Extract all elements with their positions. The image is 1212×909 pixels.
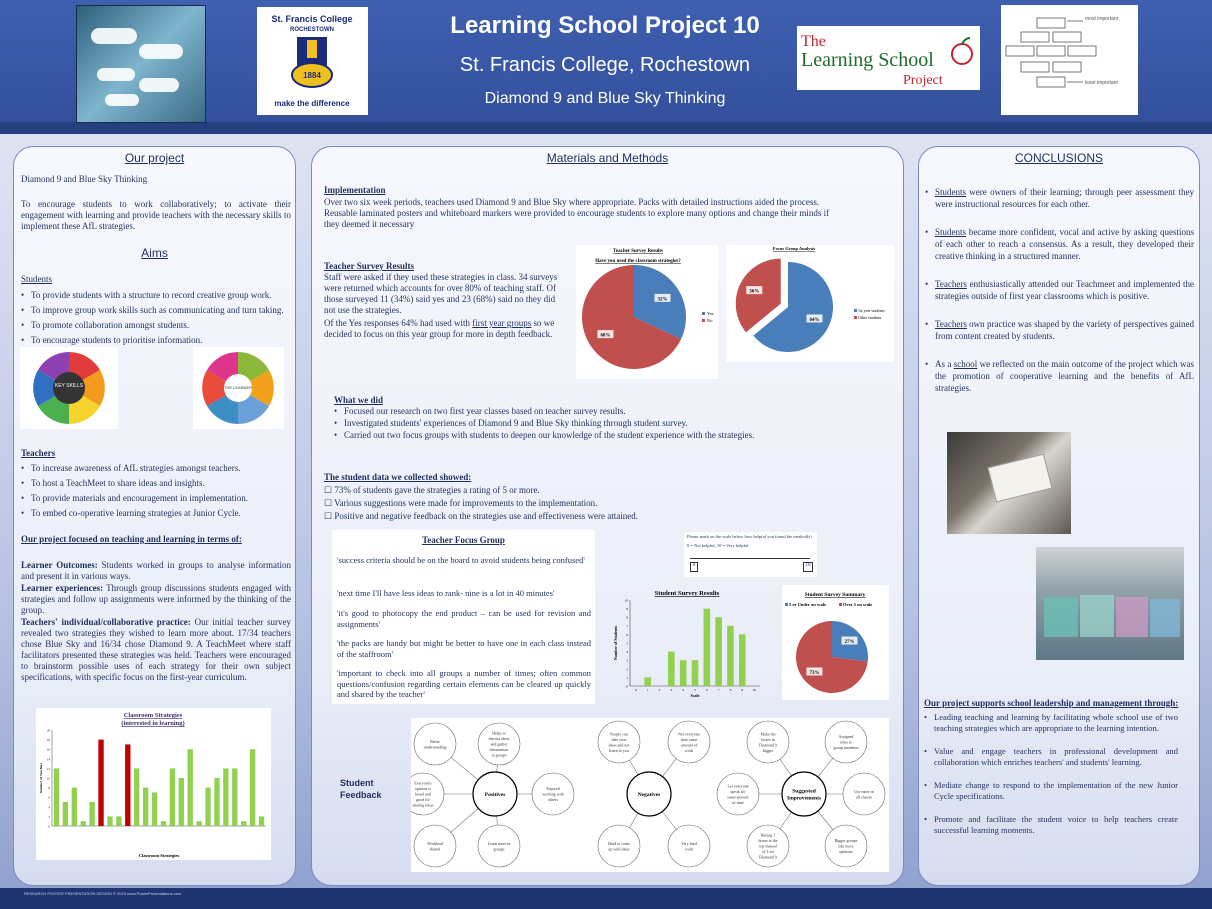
footer-note: RESEARCH POSTER PRESENTATION DESIGN © 2015 www.PosterPresentations.com (24, 891, 182, 896)
feedback-node-text: Not everyone (678, 731, 700, 737)
list-item: • Teachers enthusiastically attended our Teachmeet and implemented the strategies outside of first year classrooms which is positive. (925, 278, 1194, 302)
y-tick-label: 4 (48, 805, 50, 810)
legend-swatch (702, 312, 705, 315)
support-heading: Our project supports school leadership and management through: (924, 698, 1179, 708)
y-tick-label: 0 (48, 824, 50, 829)
feedback-node-text: information (489, 747, 509, 752)
y-tick-label: 0 (626, 684, 628, 689)
feedback-node-text: Make the (760, 731, 776, 737)
bar (54, 768, 59, 826)
quote: 'it's good to photocopy the end product – can be used for revision and assignments' (337, 608, 591, 629)
x-tick-label: 2 (658, 688, 661, 692)
student-data-label: The student data we collected showed: (324, 472, 472, 482)
list-item: ☐ Various suggestions were made for improvements to the implementation. (324, 498, 598, 508)
conclusions-list (925, 186, 1194, 398)
list-item: • To host a TeachMeet to share ideas and insights. (21, 478, 291, 489)
conclusions-heading: CONCLUSIONS (1014, 151, 1103, 165)
poster-subtitle: St. Francis College, Rochestown (459, 54, 751, 76)
student-feedback-label: Student Feedback (340, 778, 382, 800)
bar (152, 792, 157, 826)
feedback-node-text: heard and (415, 791, 431, 797)
list-item: • To embed co-operative learning strategies at Junior Cycle. (21, 508, 291, 519)
x-tick-label: 1 (646, 688, 649, 692)
bar (232, 768, 237, 826)
legend-swatch (839, 603, 842, 606)
bar (704, 609, 711, 686)
feedback-node-text: does same (680, 736, 698, 742)
scale-max: 10 (803, 562, 813, 572)
list-item: • To provide students with a structure to record creative group work. (21, 290, 291, 301)
y-tick-label: 20 (47, 728, 50, 733)
diamond-nine-diagram (1001, 5, 1138, 115)
lsp-the: The (801, 33, 826, 50)
feedback-node-text: Helps to (492, 730, 506, 736)
teacher-focus-group-box (332, 530, 595, 704)
hub-label: Suggested (792, 788, 816, 795)
crest-line1: St. Francis College (271, 14, 353, 24)
practice-label: Teachers' individual/collaborative practice: (21, 617, 191, 627)
focus-group-title: Teacher Focus Group (422, 535, 505, 545)
feedback-node-text: all classes (855, 794, 873, 800)
apple-icon (952, 44, 972, 64)
learner-wheel (193, 347, 284, 429)
x-tick-label: 6 (705, 688, 708, 692)
data-label: 36% (749, 289, 760, 295)
bar (692, 660, 699, 686)
bar (205, 788, 210, 826)
data-label: 64% (809, 317, 820, 323)
legend-label: Yes (707, 311, 714, 316)
x-tick-label: 3 (670, 688, 673, 692)
y-tick-label: 8 (626, 615, 628, 620)
x-tick-label: 7 (717, 688, 720, 692)
feedback-node-text: Assigned (838, 734, 854, 739)
list-item: • Carried out two focus groups with students to deepen our knowledge of the student experience with the strategies. (334, 430, 894, 441)
list-item: • Teachers own practice was shaped by the variety of perspectives gained from content created by students. (925, 318, 1194, 342)
bar (241, 821, 246, 826)
legend-swatch (702, 319, 705, 322)
x-tick-label: 0 (635, 688, 637, 692)
y-tick-label: 3 (626, 658, 628, 663)
footer-band (0, 888, 1212, 909)
feedback-node-text: of 1 for (762, 849, 774, 854)
survey-scale-card (684, 532, 817, 577)
feedback-node-text: of time (732, 799, 744, 805)
survey-text-2: Of the Yes responses 64% had used with first year groups so we decided to focus on this year group for more in depth feedback. (324, 318, 555, 339)
experiences-text: Through group discussions students engaged with strategies and follow up assignments were informed by the thinking of the group. (21, 583, 291, 615)
chart-title: Student Survey Summary (804, 592, 866, 598)
bar (72, 788, 77, 826)
list-item: • Students became more confident, vocal and active by asking questions of each other to reach a consensus. As a result, they developed their creative thinking in a structured manner. (925, 226, 1194, 262)
feedback-node-text: Very hard (681, 840, 697, 846)
list-item: • Investigated students' experiences of Diamond 9 and Blue Sky thinking through student survey. (334, 418, 894, 429)
legend-label: Other students (858, 315, 882, 320)
feedback-node-text: Enjoyed (546, 786, 560, 791)
feedback-node-text: in groups (491, 752, 507, 758)
y-tick-label: 12 (47, 766, 50, 771)
chart-title: Classroom Strategies (123, 712, 183, 719)
feedback-node-text: group members (833, 745, 859, 750)
chart-title-line2: (interested in learning) (121, 720, 185, 727)
scale-key: 0 = Not helpful, 10 = Very helpful (687, 543, 749, 548)
bar (739, 634, 746, 686)
outcomes-text: Students worked in groups to analyse information and present it in various ways. (21, 560, 291, 581)
bar (668, 652, 675, 686)
y-tick-label: 5 (626, 641, 628, 646)
header-band (0, 122, 1212, 134)
bar (715, 617, 722, 686)
aims-heading: Aims (141, 246, 168, 260)
y-tick-label: 16 (47, 747, 50, 752)
quote: 'success criteria should be on the board to avoid students being confused' (337, 555, 585, 565)
students-aims-list (21, 290, 291, 350)
bar (161, 821, 166, 826)
feedback-node-text: Learn more in (487, 840, 511, 846)
classroom-photo-2 (1036, 547, 1184, 660)
crest-motto: make the difference (274, 99, 350, 108)
feedback-node-text: work (684, 747, 694, 753)
legend-label: No (707, 318, 713, 323)
x-tick-label: 8 (729, 688, 732, 692)
list-item: • Leading teaching and learning by facilitating whole school use of two teaching strategies which are appropriate to the learning intention. (924, 712, 1178, 734)
feedback-node-text: and gather (490, 741, 508, 747)
implementation-text: Over two six week periods, teachers used Diamond 9 and Blue Sky where appropriate. Packs with detailed instructions aided the process. Reusable laminated posters and whiteboard markers were provided to encourage students to explore many options and change their minds if they deemed it necessary (324, 197, 830, 229)
data-label: 32% (657, 297, 668, 303)
list-item: • Promote and facilitate the student voice to help teachers create successful learning moments. (924, 814, 1178, 836)
legend-label: 5 or Under on scale (789, 602, 827, 607)
feedback-node-text: others (548, 797, 558, 802)
bar (63, 802, 68, 826)
y-tick-label: 8 (48, 786, 50, 791)
list-item: • To encourage students to prioritise information. (21, 335, 291, 346)
list-item: • Mediate change to respond to the implementation of the new Junior Cycle specifications. (924, 780, 1178, 802)
feedback-node-text: working with (542, 791, 564, 797)
list-item: • As a school we reflected on the main outcome of the project which was the promotion of cooperative learning and the benefits of AfL strategies. (925, 358, 1194, 394)
bar (250, 749, 255, 826)
lsp-project: Project (903, 73, 943, 88)
materials-heading: Materials and Methods (546, 151, 669, 165)
teachers-aims-list (21, 463, 291, 523)
list-item: ☐ Positive and negative feedback on the strategies use and effectiveness were attained. (324, 511, 639, 521)
list-item: • To promote collaboration amongst students. (21, 320, 291, 331)
feedback-node-text: good for (416, 797, 430, 802)
list-item: • Value and engage teachers in professional development and collaboration which enriches teachers' and students' learning. (924, 746, 1178, 768)
quote: 'important to check into all groups a number of times; often common questions/confusion regarding certain elements can be cleared up quickly and shared by the teacher' (337, 668, 591, 699)
bar (179, 778, 184, 826)
x-axis-label: Scale (690, 693, 700, 698)
legend-label: 1st year students (858, 308, 885, 313)
feedback-node-text: Everyone's (414, 780, 432, 786)
teacher-practice (21, 617, 291, 683)
y-axis-label: Number of Students (613, 625, 618, 661)
teachers-label: Teachers (21, 448, 56, 458)
hub-label: Negatives (637, 792, 661, 798)
bar (98, 740, 103, 826)
practice-text: Our initial teacher survey revealed two strategies they wished to learn more about. 17/34 teachers chose Blue Sky and 16/34 chose Diamond 9. A TeachMeet where staff facilitators presented these strategies was held. Teachers were encouraged to brainstorm possible uses of each strategy for their own subject specifications, with specific focus on the first-year curriculum. (21, 617, 291, 682)
y-tick-label: 10 (47, 776, 50, 781)
feedback-node-text: understanding (423, 744, 447, 750)
feedback-node-text: Hard to come (608, 840, 630, 846)
x-tick-label: 4 (682, 688, 685, 692)
feedback-node-text: discuss ideas (488, 736, 510, 741)
x-tick-label: 5 (694, 688, 696, 692)
bar (81, 821, 86, 826)
data-label: 68% (600, 333, 611, 339)
y-tick-label: 18 (47, 738, 50, 743)
bar (259, 816, 264, 826)
feedback-node-text: groups (493, 846, 505, 852)
quote: 'the packs are handy but might be better to have one in each class instead of the staffroom' (337, 638, 591, 659)
legend-swatch (854, 316, 857, 319)
student-summary-pie (782, 585, 889, 700)
y-tick-label: 6 (626, 632, 628, 637)
feedback-node-text: Having 1 (760, 832, 776, 838)
implementation-label: Implementation (324, 185, 386, 195)
our-project-heading: Our project (124, 151, 185, 165)
bar (214, 778, 219, 826)
student-data-list (324, 485, 724, 522)
feedback-node-text: Use more in (854, 788, 874, 794)
what-we-did-list (334, 406, 894, 442)
chart-title: Focus Group Analysis (772, 246, 816, 251)
list-item: • To improve group work skills such as communicating and turn taking. (21, 305, 291, 316)
bar (116, 816, 121, 826)
bar (170, 768, 175, 826)
support-list (924, 712, 1178, 840)
feedback-node-text: speak for (730, 788, 746, 794)
feedback-node-text: up with ideas (608, 846, 630, 852)
experiences-label: Learner experiences: (21, 583, 104, 593)
feedback-node-text: same amount (727, 794, 749, 800)
feedback-node-text: Workload (427, 840, 443, 846)
learning-school-logo (797, 26, 980, 90)
feedback-node-text: amount of (680, 742, 698, 748)
feedback-node-text: Diamond 9 (759, 854, 777, 860)
y-tick-label: 6 (48, 795, 50, 800)
learner-experiences (21, 583, 291, 616)
list-item: • To increase awareness of AfL strategies amongst teachers. (21, 463, 291, 474)
feedback-node-text: like more (838, 843, 854, 849)
feedback-node-text: Let everyone (727, 783, 749, 789)
poster-tagline: Diamond 9 and Blue Sky Thinking (484, 90, 726, 107)
feedback-node-text: bigger (762, 747, 774, 753)
y-tick-label: 10 (624, 598, 628, 603)
bar (125, 744, 130, 826)
feedback-node-text: take your (611, 736, 627, 742)
blue-sky-photo (76, 5, 206, 123)
feedback-node-text: Diamond 9 (759, 742, 777, 748)
y-tick-label: 2 (48, 814, 50, 819)
bar (89, 802, 94, 826)
feedback-node-text: top instead (759, 843, 777, 849)
y-tick-label: 7 (626, 624, 628, 629)
focus-heading: Our project focused on teaching and learning in terms of: (21, 534, 242, 544)
hub-label: Improvements (786, 795, 822, 802)
feedback-node-text: opinions (839, 849, 853, 854)
feedback-node-text: shared (429, 846, 441, 852)
diamond-bottom-label: least important (1085, 80, 1118, 86)
hub-label: Positives (484, 792, 506, 798)
list-item: • Focused our research on two first year classes based on teacher survey results. (334, 406, 894, 417)
legend-label: Over 5 on scale (843, 602, 873, 607)
feedback-node-text: boxes at the (758, 838, 778, 843)
bar (727, 626, 734, 686)
crest-line2: ROCHESTOWN (290, 27, 334, 33)
y-tick-label: 1 (626, 675, 628, 680)
college-crest-logo (257, 7, 368, 115)
x-axis-label: Classroom Strategies (138, 853, 180, 858)
x-tick-label: 9 (741, 688, 744, 692)
classroom-photo-1 (947, 432, 1071, 534)
bar (644, 677, 651, 686)
data-label: 73% (809, 670, 820, 676)
feedback-node-text: boxes in (761, 736, 775, 742)
students-label: Students (21, 274, 53, 284)
feedback-node-text: People can (610, 731, 628, 737)
learner-outcomes (21, 560, 291, 582)
feedback-node-text: Bigger groups (834, 838, 858, 843)
survey-label: Teacher Survey Results (324, 261, 414, 271)
outcomes-label: Learner Outcomes: (21, 560, 98, 570)
diamond-top-label: most important (1085, 16, 1119, 22)
teacher-survey-pie (576, 245, 718, 379)
student-survey-bar-chart (612, 586, 766, 700)
bar (223, 768, 228, 826)
focus-group-pie (726, 245, 894, 362)
bar (107, 816, 112, 826)
feedback-node-text: roles to (840, 739, 852, 745)
list-item: ☐ 73% of students gave the strategies a rating of 5 or more. (324, 485, 540, 495)
y-tick-label: 2 (626, 667, 628, 672)
bar (680, 660, 687, 686)
bar (134, 768, 139, 826)
feedback-node-text: listen to you (609, 747, 629, 753)
bar (143, 788, 148, 826)
what-we-did-label: What we did (334, 395, 384, 405)
feedback-node-text: sharing ideas (412, 802, 434, 808)
bar (196, 821, 201, 826)
y-tick-label: 14 (47, 757, 50, 762)
feedback-node-text: ideas and not (608, 742, 630, 748)
survey-text: Staff were asked if they used these strategies in class. 34 surveys were returned which accounts for over 80% of teaching staff. Of those surveyed 11 (34%) said yes and 23 (68%) said no they did not use the strategies. (324, 272, 558, 315)
chart-subtitle: Have you used the classroom strategies? (595, 259, 681, 264)
y-tick-label: 4 (626, 650, 628, 655)
student-feedback-mindmaps (411, 718, 889, 872)
scale-min: 0 (690, 562, 698, 572)
chart-title: Teacher Survey Results (613, 249, 663, 254)
learner-label: THE LEARNER (223, 385, 253, 390)
feedback-node-text: work (684, 846, 694, 852)
data-label: 27% (844, 640, 855, 646)
key-skills-wheel (20, 347, 118, 429)
y-axis-label: Number of Teachers (39, 762, 43, 794)
feedback-node-text: Better (430, 738, 440, 744)
lsp-name: Learning School (801, 49, 934, 71)
crest-year: 1884 (303, 71, 321, 80)
y-tick-label: 9 (626, 607, 628, 612)
intro-text: To encourage students to work collaboratively; to activate their engagement with learning and provide teachers with the necessary skills to implement these AfL strategies. (21, 199, 291, 231)
key-skills-label: KEY SKILLS (54, 383, 84, 389)
list-item: • Students were owners of their learning; through peer assessment they were instructional resources for each other. (925, 186, 1194, 210)
quote: 'next time I'll have less ideas to rank- nine is a lot in 40 minutes' (337, 588, 555, 598)
chart-title: Student Survey Results (654, 590, 720, 597)
bar (188, 749, 193, 826)
classroom-strategies-chart (36, 708, 271, 860)
poster-title: Learning School Project 10 (450, 12, 760, 39)
legend-swatch (854, 309, 857, 312)
feedback-node-text: opinion is (415, 786, 431, 791)
x-tick-label: 10 (752, 688, 756, 692)
intro-title: Diamond 9 and Blue Sky Thinking (21, 174, 148, 184)
legend-swatch (785, 603, 788, 606)
list-item: • To provide materials and encouragement in implementation. (21, 493, 291, 504)
scale-instruction: Please mark on the scale below how helpful you found the method(s) (687, 534, 812, 539)
